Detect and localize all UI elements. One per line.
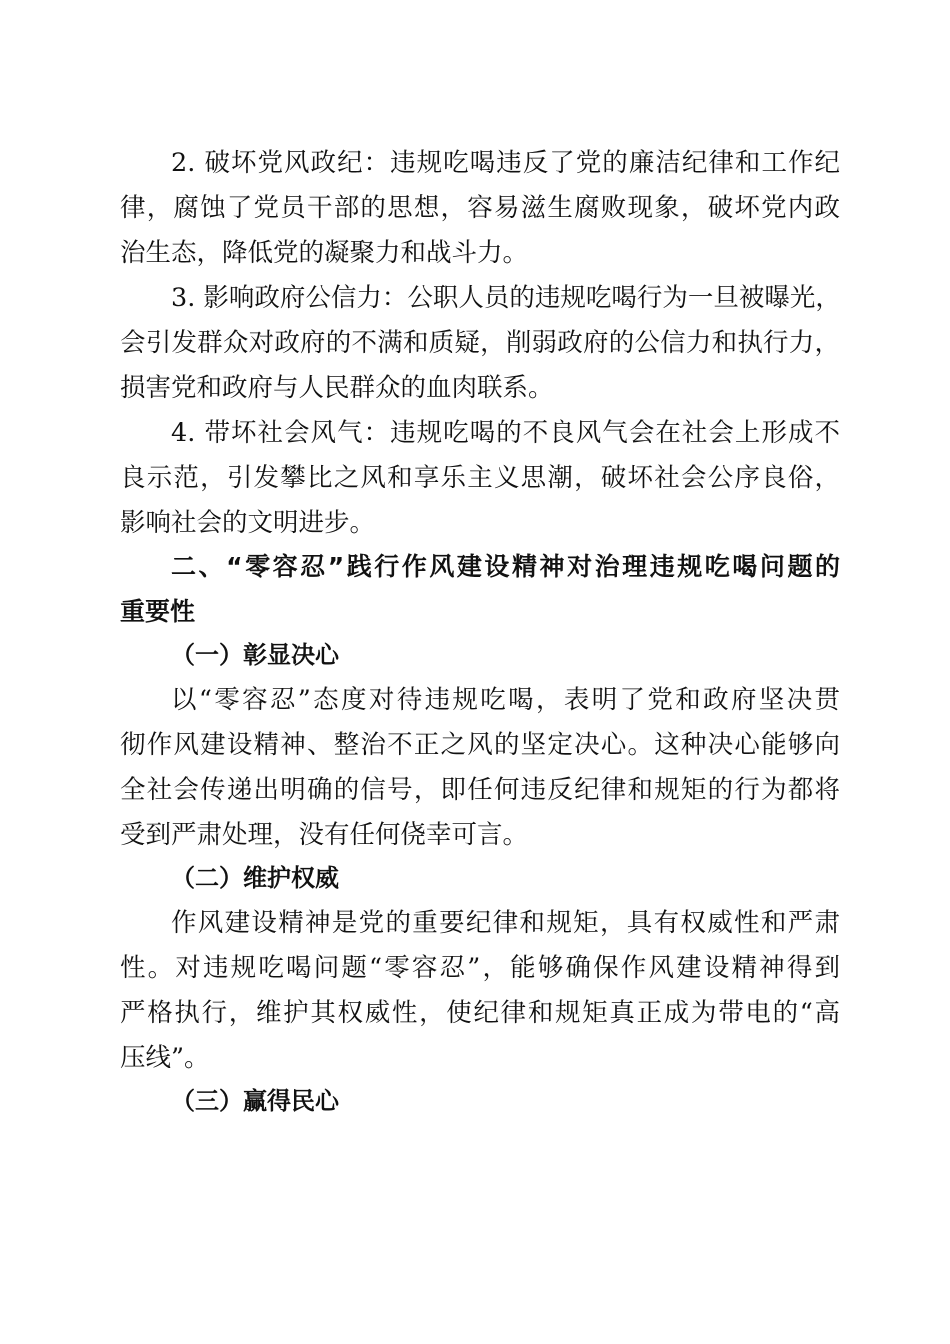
paragraph-line: 受到严肃处理，没有任何侥幸可言。 <box>120 820 529 850</box>
paragraph-line: 影响社会的文明进步。 <box>120 508 376 538</box>
paragraph-line: 严格执行，维护其权威性，使纪律和规矩真正成为带电的“高 <box>120 998 840 1028</box>
paragraph-line: 3. 影响政府公信力：公职人员的违规吃喝行为一旦被曝光， <box>171 283 841 313</box>
paragraph-line: 性。对违规吃喝问题“零容忍”，能够确保作风建设精神得到 <box>120 953 840 983</box>
section-heading: 重要性 <box>120 597 196 626</box>
paragraph-line: 彻作风建设精神、整治不正之风的坚定决心。这种决心能够向 <box>120 730 840 760</box>
paragraph-line: 以“零容忍”态度对待违规吃喝，表明了党和政府坚决贯 <box>171 685 840 715</box>
subsection-heading: （一）彰显决心 <box>171 640 339 669</box>
section-heading: 二、“零容忍”践行作风建设精神对治理违规吃喝问题的 <box>171 552 840 581</box>
paragraph-line: 损害党和政府与人民群众的血肉联系。 <box>120 373 554 403</box>
paragraph-line: 会引发群众对政府的不满和质疑，削弱政府的公信力和执行力， <box>120 328 840 358</box>
paragraph-line: 作风建设精神是党的重要纪律和规矩，具有权威性和严肃 <box>171 908 840 938</box>
paragraph-line: 压线”。 <box>120 1043 210 1073</box>
paragraph-line: 全社会传递出明确的信号，即任何违反纪律和规矩的行为都将 <box>120 775 840 805</box>
paragraph-line: 2. 破坏党风政纪：违规吃喝违反了党的廉洁纪律和工作纪 <box>171 148 840 178</box>
subsection-heading: （二）维护权威 <box>171 863 339 892</box>
paragraph-line: 律，腐蚀了党员干部的思想，容易滋生腐败现象，破坏党内政 <box>120 193 840 223</box>
paragraph-line: 治生态，降低党的凝聚力和战斗力。 <box>120 238 529 268</box>
subsection-heading: （三）赢得民心 <box>171 1086 339 1115</box>
paragraph-line: 4. 带坏社会风气：违规吃喝的不良风气会在社会上形成不 <box>171 418 840 448</box>
paragraph-line: 良示范，引发攀比之风和享乐主义思潮，破坏社会公序良俗， <box>120 463 840 493</box>
